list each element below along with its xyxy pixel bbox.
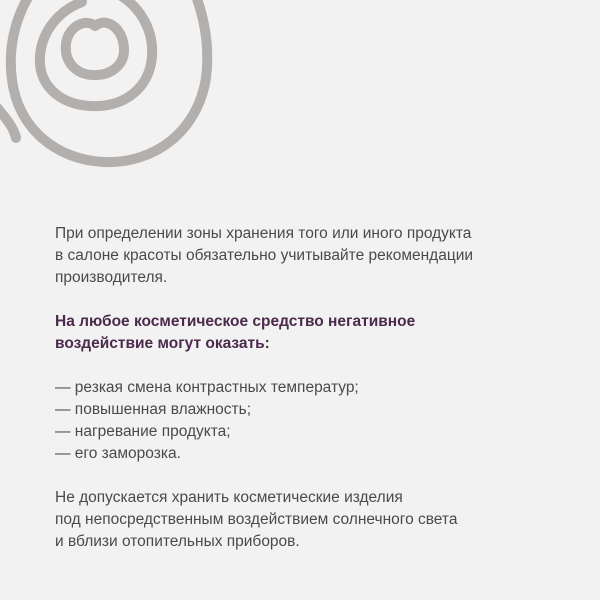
intro-paragraph bbox=[55, 223, 555, 289]
outer-arc bbox=[0, 104, 16, 138]
list-item: — повышенная влажность; bbox=[55, 401, 252, 418]
concentric-rings-icon bbox=[0, 0, 260, 200]
factors-list bbox=[55, 377, 555, 465]
middle-ring bbox=[40, 0, 152, 106]
list-item: — резкая смена контрастных температур; bbox=[55, 379, 359, 396]
list-item: — нагревание продукта; bbox=[55, 423, 231, 440]
intro-line: производителя. bbox=[55, 269, 168, 286]
inner-ring bbox=[66, 23, 124, 75]
warning-heading bbox=[55, 311, 555, 355]
intro-line: При определении зоны хранения того или иного продукта bbox=[55, 225, 472, 242]
warning-line: На любое косметическое средство негативное bbox=[55, 313, 416, 330]
closing-line: под непосредственным воздействием солнечного света bbox=[55, 511, 458, 528]
closing-line: Не допускается хранить косметические изделия bbox=[55, 489, 403, 506]
closing-paragraph bbox=[55, 487, 555, 553]
closing-line: и вблизи отопительных приборов. bbox=[55, 533, 300, 550]
storage-info-text bbox=[55, 223, 555, 553]
list-item: — его заморозка. bbox=[55, 445, 181, 462]
intro-line: в салоне красоты обязательно учитывайте рекомендации bbox=[55, 247, 474, 264]
warning-line: воздействие могут оказать: bbox=[55, 335, 270, 352]
